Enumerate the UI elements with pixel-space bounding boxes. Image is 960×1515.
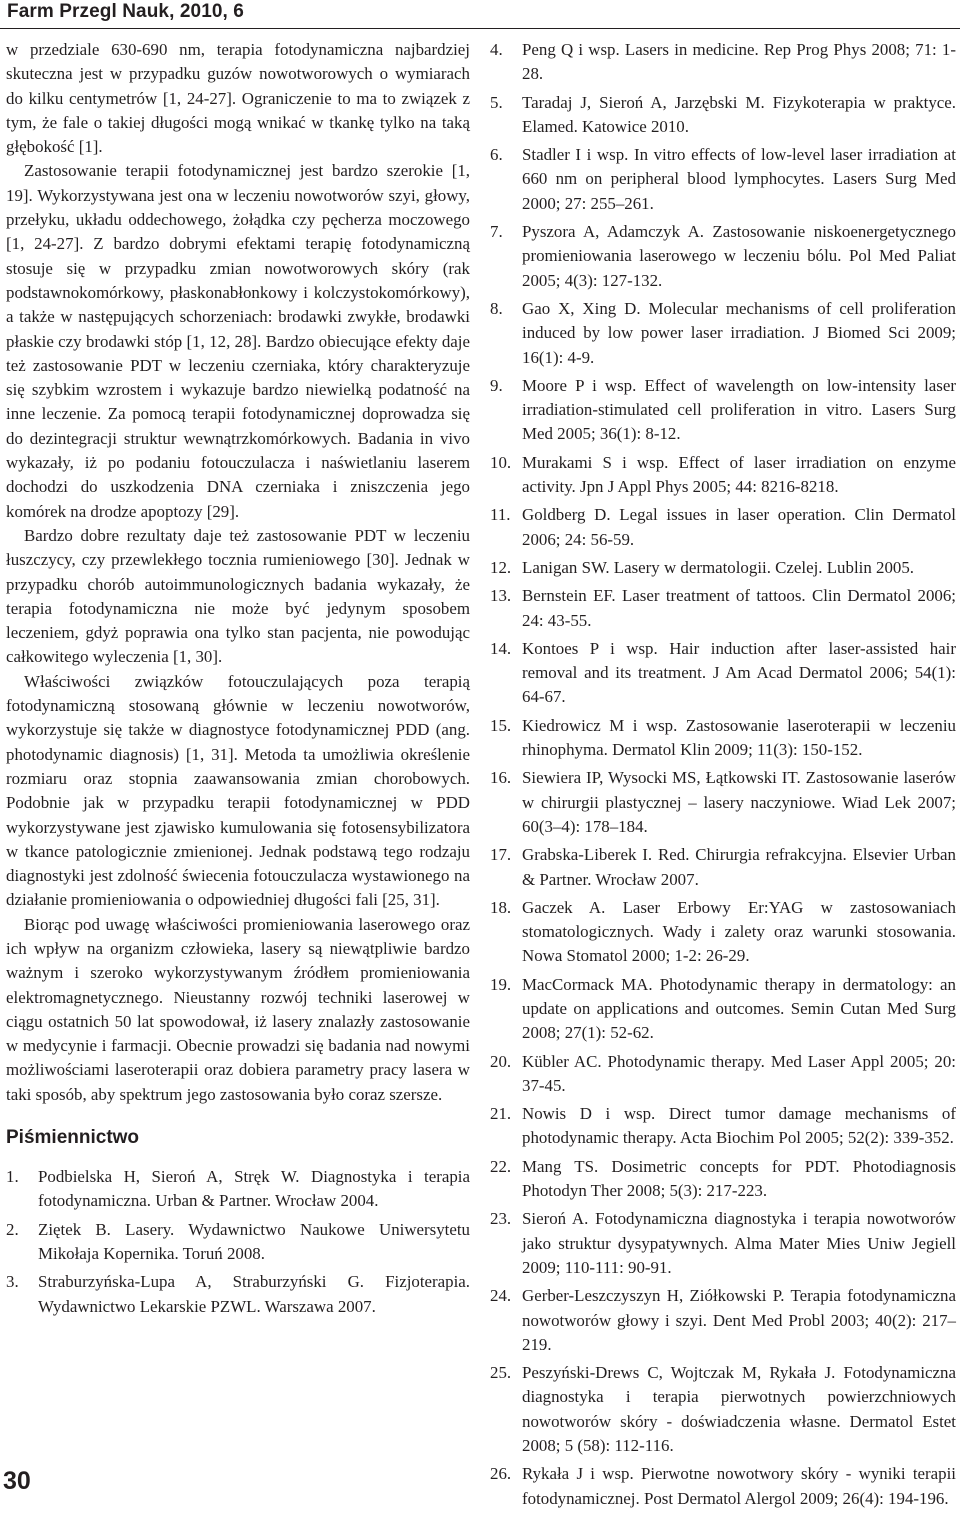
reference-item — [490, 766, 956, 839]
running-head: Farm Przegl Nauk, 2010, 6 — [7, 1, 244, 22]
reference-text: MacCormack MA. Photodynamic therapy in dermatology: an update on applications and outcomes. Semin Cutan Med Surg 2008; 27(1): 52-62. — [522, 974, 956, 1043]
reference-item — [490, 297, 956, 370]
reference-text: Rykała J i wsp. Pierwotne nowotwory skóry - wyniki terapii fotodynamicznej. Post Dermatol Alergol 2009; 26(4): 194-196. — [522, 1464, 956, 1508]
reference-item — [490, 374, 956, 447]
paragraph-4: Właściwości związków fotouczulających poza terapią fotodynamiczną stosowaną głównie w leczeniu nowotworów, wykorzystuje się także w diagnostyce fotodynamicznej PDD (ang. photodynamic diagnosis) [1, 31]. Metoda ta umożliwia określenie rozmiaru oraz stopnia zaawansowania zmian chorobowych. Podobnie jak w przypadku terapii fotodynamicznej w PDD wykorzystywane jest zjawisko kumulowania się fotosensybilizatora w tkance patologicznie zmienionej. Jednak podstawą tego rodzaju diagnostyki jest zdolność świecenia fotouczulacza wystawionego na działanie promieniowania o odpowiedniej długości fali [25, 31]. — [6, 671, 470, 910]
reference-item — [490, 1462, 956, 1511]
reference-text: Taradaj J, Sieroń A, Jarzębski M. Fizykoterapia w praktyce. Elamed. Katowice 2010. — [522, 92, 956, 136]
reference-number: 2. — [6, 1219, 19, 1239]
reference-number: 22. — [490, 1156, 512, 1176]
reference-item — [490, 503, 956, 552]
reference-number: 13. — [490, 586, 512, 606]
paragraph-5: Biorąc pod uwagę właściwości promieniowania laserowego oraz ich wpływ na organizm człowieka, lasery są niewątpliwie bardzo ważnym i szeroko wykorzystywanym źródłem promieniowania elektromagnetycznego. Nieustanny rozwój techniki laserowej w ciągu ostatnich 50 lat spowodował, iż lasery znalazły zastosowanie w medycynie i farmacji. Obecnie prowadzi się badania nad nowymi możliwościami laseroterapii oraz dobiera parametry pracy lasera w taki sposób, aby spektrum jego zastosowania było coraz szersze. — [6, 914, 470, 1104]
reference-number: 19. — [490, 974, 512, 994]
reference-item — [490, 143, 956, 216]
reference-number: 18. — [490, 897, 512, 917]
reference-number: 9. — [490, 375, 503, 395]
reference-item — [490, 843, 956, 892]
reference-text: Goldberg D. Legal issues in laser operation. Clin Dermatol 2006; 24: 56-59. — [522, 505, 956, 549]
reference-item — [490, 584, 956, 633]
reference-number: 11. — [490, 505, 511, 525]
reference-text: Bernstein EF. Laser treatment of tattoos. Clin Dermatol 2006; 24: 43-55. — [522, 586, 956, 630]
paragraph-1: w przedziale 630-690 nm, terapia fotodynamiczna najbardziej skuteczna jest w przypadku guzów nowotworowych o wymiarach do kilku centymetrów [1, 24-27]. Ograniczenie to ma to związek z tym, że fale o takiej długości mogą wnikać w tkankę tylko na taką głębokość [1]. — [6, 40, 470, 157]
reference-text: Lanigan SW. Lasery w dermatologii. Czelej. Lublin 2005. — [522, 557, 914, 577]
reference-number: 8. — [490, 298, 503, 318]
reference-number: 10. — [490, 452, 512, 472]
reference-text: Nowis D i wsp. Direct tumor damage mechanisms of photodynamic therapy. Acta Biochim Pol 2005; 52(2): 339-352. — [522, 1104, 956, 1148]
reference-number: 24. — [490, 1286, 512, 1306]
reference-number: 16. — [490, 768, 512, 788]
reference-text: Siewiera IP, Wysocki MS, Łątkowski IT. Zastosowanie laserów w chirurgii plastycznej – lasery naczyniowe. Wiad Lek 2007; 60(3–4): 178–184. — [522, 768, 956, 836]
left-column — [6, 38, 470, 1323]
reference-item — [490, 1155, 956, 1204]
reference-text: Moore P i wsp. Effect of wavelength on low-intensity laser irradiation-stimulated cell proliferation in vitro. Lasers Surg Med 2005; 36(1): 8-12. — [522, 375, 956, 444]
reference-number: 20. — [490, 1051, 512, 1071]
reference-item — [490, 1207, 956, 1280]
reference-number: 14. — [490, 638, 512, 658]
reference-number: 15. — [490, 715, 512, 735]
reference-text: Gerber-Leszczyszyn H, Ziółkowski P. Terapia fotodynamiczna nowotworów głowy i szyi. Dent Med Probl 2003; 40(2): 217–219. — [522, 1286, 956, 1354]
reference-number: 12. — [490, 557, 512, 577]
references-heading: Piśmiennictwo — [6, 1127, 140, 1149]
reference-item — [6, 1218, 470, 1267]
reference-number: 7. — [490, 222, 503, 242]
reference-number: 17. — [490, 845, 512, 865]
reference-item — [490, 1102, 956, 1151]
reference-number: 5. — [490, 92, 503, 112]
reference-text: Murakami S i wsp. Effect of laser irradiation on enzyme activity. Jpn J Appl Phys 2005; 44: 8216-8218. — [522, 452, 956, 497]
reference-text: Kübler AC. Photodynamic therapy. Med Laser Appl 2005; 20: 37-45. — [522, 1051, 956, 1095]
reference-item — [490, 556, 956, 580]
reference-text: Pyszora A, Adamczyk A. Zastosowanie niskoenergetycznego promieniowania laserowego w leczeniu bólu. Pol Med Paliat 2005; 4(3): 127-132. — [522, 222, 956, 290]
paragraph-3: Bardzo dobre rezultaty daje też zastosowanie PDT w leczeniu łuszczycy, czy przewlekłego tocznia rumieniowego [30]. Jednak w przypadku chorób autoimmunologicznych badania wykazały, że terapia fotodynamiczna nie może być jedynym sposobem leczeniem, gdyż poprawia ona tylko stan pacjenta, nie powodując całkowitego wyleczenia [1, 30]. — [6, 525, 470, 667]
reference-text: Gaczek A. Laser Erbowy Er:YAG w zastosowaniach stomatologicznych. Wady i zalety oraz warunki stosowania. Nowa Stomatol 2000; 1-2: 26-29. — [522, 897, 956, 966]
reference-text: Grabska-Liberek I. Red. Chirurgia refrakcyjna. Elsevier Urban & Partner. Wrocław 2007. — [522, 845, 956, 889]
reference-item — [490, 1050, 956, 1099]
reference-item — [490, 1284, 956, 1357]
header-rule — [0, 28, 960, 29]
reference-number: 4. — [490, 40, 503, 59]
reference-text: Podbielska H, Sieroń A, Stręk W. Diagnostyka i terapia fotodynamiczna. Urban & Partner. Wrocław 2004. — [38, 1167, 470, 1211]
reference-item — [490, 896, 956, 969]
reference-number: 25. — [490, 1363, 512, 1383]
reference-item — [490, 714, 956, 763]
right-column — [490, 38, 956, 1515]
reference-text: Stadler I i wsp. In vitro effects of low-level laser irradiation at 660 nm on peripheral blood lymphocytes. Lasers Surg Med 2000; 27: 255–261. — [522, 145, 956, 213]
reference-text: Peszyński-Drews C, Wojtczak M, Rykała J. Fotodynamiczna diagnostyka i terapia pierwotnych powierzchniowych nowotworów skóry - doświadczenia własne. Dermatol Estet 2008; 5 (58): 112-116. — [522, 1363, 956, 1456]
reference-item — [490, 220, 956, 293]
reference-number: 1. — [6, 1167, 19, 1187]
paragraph-2: Zastosowanie terapii fotodynamicznej jest bardzo szerokie [1, 19]. Wykorzystywana jest ona w leczeniu nowotworów szyi, głowy, przełyku, układu oddechowego, żołądka czy pęcherza moczowego [1, 24-27]. Z bardzo dobrymi efektami terapię fotodynamiczną stosuje się w przypadku zmian nowotworowych skóry (rak podstawnokomórkowy, płaskonabłonkowy i kolczystokomórkowy), a także w następujących schorzeniach: brodawki zwykłe, brodawki płaskie czy brodawki stóp [1, 12, 28]. Bardzo obiecujące efekty daje też zastosowanie PDT w leczeniu czerniaka, który charakteryzuje się szybkim wzrostem i wykazuje bardzo niewielką podatność na inne leczenie. Za pomocą terapii fotodynamicznej doprowadza się do dezintegracji struktur wewnątrzkomórkowych. Badania in vivo wykazały, iż po podaniu fotouczulacza i naświetlaniu laserem dochodzi do uszkodzenia DNA czerniaka i zniszczenia jego komórek na drodze apoptozy [29]. — [6, 161, 470, 521]
reference-text: Kiedrowicz M i wsp. Zastosowanie laseroterapii w leczeniu rhinophyma. Dermatol Klin 2009; 11(3): 150-152. — [522, 715, 956, 760]
reference-text: Kontoes P i wsp. Hair induction after laser-assisted hair removal and its treatment. J Am Acad Dermatol 2006; 54(1): 64-67. — [522, 638, 956, 707]
reference-text: Ziętek B. Lasery. Wydawnictwo Naukowe Uniwersytetu Mikołaja Kopernika. Toruń 2008. — [38, 1219, 470, 1263]
reference-text: Straburzyńska-Lupa A, Straburzyński G. Fizjoterapia. Wydawnictwo Lekarskie PZWL. Warszawa 2007. — [38, 1272, 470, 1316]
reference-item — [490, 451, 956, 500]
reference-item — [490, 973, 956, 1046]
reference-item — [490, 91, 956, 140]
reference-item — [490, 38, 956, 87]
reference-item — [490, 1361, 956, 1458]
reference-number: 26. — [490, 1464, 512, 1484]
reference-item — [6, 1165, 470, 1214]
reference-number: 6. — [490, 145, 503, 165]
reference-item — [6, 1270, 470, 1319]
reference-text: Sieroń A. Fotodynamiczna diagnostyka i terapia nowotworów jako struktur dysypatywnych. Alma Mater Mies Uniw Jegiell 2009; 110-111: 90-91. — [522, 1209, 956, 1277]
reference-item — [490, 637, 956, 710]
reference-list-right — [490, 38, 956, 1511]
reference-number: 21. — [490, 1104, 512, 1124]
reference-text: Gao X, Xing D. Molecular mechanisms of cell proliferation induced by low power laser irradiation. J Biomed Sci 2009; 16(1): 4-9. — [522, 298, 956, 367]
reference-text: Peng Q i wsp. Lasers in medicine. Rep Prog Phys 2008; 71: 1-28. — [522, 40, 956, 84]
reference-number: 23. — [490, 1209, 512, 1229]
reference-number: 3. — [6, 1272, 19, 1292]
page-number: 30 — [3, 1467, 31, 1495]
reference-list-left — [6, 1165, 470, 1319]
reference-text: Mang TS. Dosimetric concepts for PDT. Photodiagnosis Photodyn Ther 2008; 5(3): 217-223. — [522, 1156, 956, 1201]
